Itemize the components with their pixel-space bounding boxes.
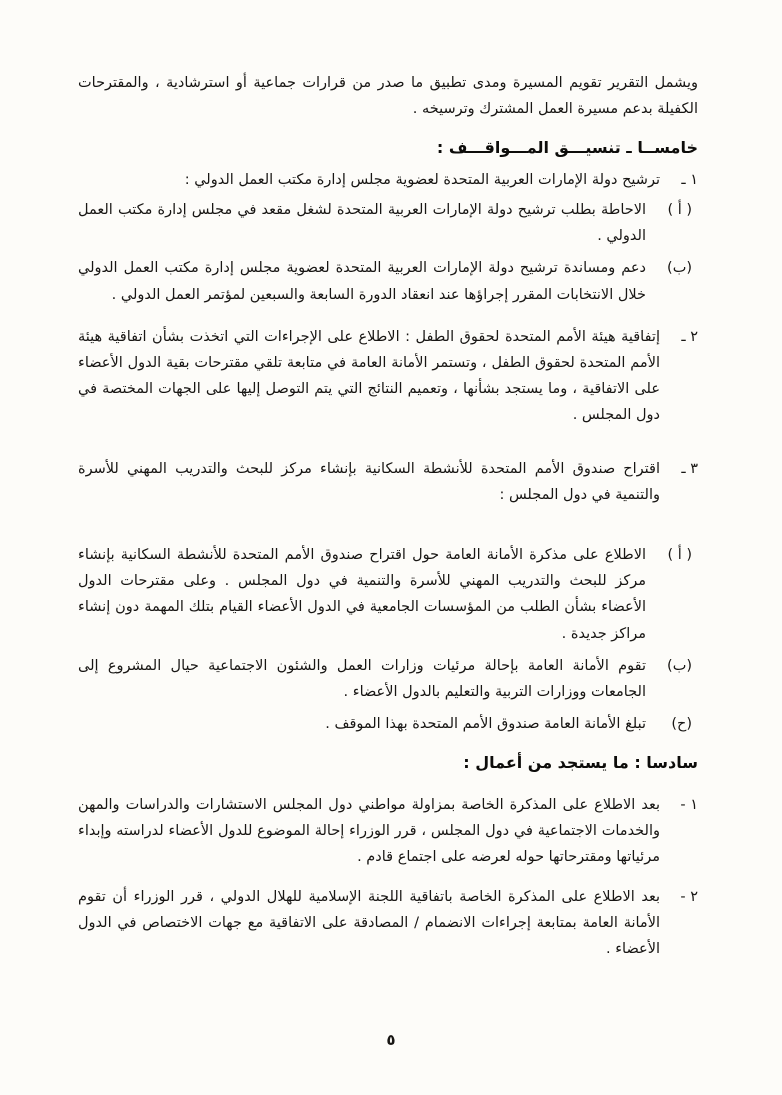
sub-item-marker: ( أ ) bbox=[667, 547, 692, 564]
spacer bbox=[78, 782, 698, 792]
sub-item-marker: ( أ ) bbox=[667, 202, 692, 219]
item-text: بعد الاطلاع على المذكرة الخاصة باتفاقية اللجنة الإسلامية للهلال الدولي ، قرر الوزراء أن تقوم الأمانة العامة بمتابعة إجراءات الانضمام / المصادقة على الاتفاقية مع جهات الاختصاص في الدول الأعضاء . bbox=[78, 889, 660, 958]
intro-paragraph: ويشمل التقرير تقويم المسيرة ومدى تطبيق ما صدر من قرارات جماعية أو استرشادية ، والمقترحات الكفيلة بدعم مسيرة العمل المشترك وترسيخه . bbox=[78, 75, 698, 118]
section-five-item-1-sub-a bbox=[78, 197, 692, 249]
sub-item-text: الاحاطة بطلب ترشيح دولة الإمارات العربية المتحدة لشغل مقعد في مجلس إدارة مكتب العمل الدولي . bbox=[78, 202, 646, 245]
sub-item-marker: (ب) bbox=[667, 657, 692, 674]
section-five-item-3 bbox=[78, 456, 698, 508]
item-number: ١ ـ bbox=[681, 172, 698, 189]
item-number: ٢ - bbox=[680, 889, 698, 906]
sub-item-text: الاطلاع على مذكرة الأمانة العامة حول اقتراح صندوق الأمم المتحدة للأنشطة السكانية بإنشاء مركز للبحث والتدريب المهني للأسرة والتنمية في دول المجلس . وعلى مقترحات الدول الأعضاء بشأن الطلب من المؤسسات الجامعية في الدول الأعضاء القيام بتلك المهمة دون إنشاء مراكز جديدة . bbox=[78, 547, 646, 642]
sub-item-text: تقوم الأمانة العامة بإحالة مرئيات وزارات العمل والشئون الاجتماعية حيال المشروع إلى الجامعات ووزارات التربية والتعليم بالدول الأعضاء . bbox=[78, 657, 646, 700]
section-five-item-3-sub-b bbox=[78, 653, 692, 705]
section-six-heading: سادسا : ما يستجد من أعمال : bbox=[463, 752, 698, 772]
sub-item-marker: (ب) bbox=[667, 260, 692, 277]
spacer bbox=[78, 432, 698, 456]
section-six-item-2 bbox=[78, 884, 698, 962]
section-six-item-1 bbox=[78, 792, 698, 870]
item-text: بعد الاطلاع على المذكرة الخاصة بمزاولة مواطني دول المجلس الاستشارات والدراسات والمهن والخدمات الاجتماعية في دول المجلس ، قرر الوزراء إحالة الموضوع للدول الأعضاء لدراسته وإبداء مرئياتها ومقترحاتها حوله لعرضه على اجتماع قادم . bbox=[78, 796, 660, 866]
spacer bbox=[78, 512, 698, 540]
spacer bbox=[78, 314, 698, 324]
item-text: إتفاقية هيئة الأمم المتحدة لحقوق الطفل : الاطلاع على الإجراءات التي اتخذت بشأن اتفاقية هيئة الأمم المتحدة لحقوق الطفل ، وتستمر الأمانة العامة في متابعة تلقي مقترحات بقية الدول الأعضاء على الاتفاقية ، وما يستجد بشأنها ، وتعميم النتائج التي يتم التوصل إليها على الجهات المختصة في دول المجلس . bbox=[78, 328, 660, 423]
item-number: ٣ ـ bbox=[681, 461, 698, 478]
sub-item-marker: (ح) bbox=[671, 715, 692, 732]
item-number: ١ - bbox=[680, 796, 698, 813]
section-five-item-2 bbox=[78, 324, 698, 428]
section-five-item-1 bbox=[78, 167, 698, 193]
sub-item-text: تبلغ الأمانة العامة صندوق الأمم المتحدة بهذا الموقف . bbox=[325, 715, 646, 732]
page-number: ٥ bbox=[386, 1031, 396, 1049]
item-number: ٢ ـ bbox=[681, 328, 698, 345]
item-text: اقتراح صندوق الأمم المتحدة للأنشطة السكانية بإنشاء مركز للبحث والتدريب المهني للأسرة والتنمية في دول المجلس : bbox=[78, 461, 660, 504]
spacer bbox=[78, 874, 698, 884]
section-five-item-3-sub-a bbox=[78, 542, 692, 646]
section-five-item-1-sub-b bbox=[78, 255, 692, 307]
item-text: ترشيح دولة الإمارات العربية المتحدة لعضوية مجلس إدارة مكتب العمل الدولي : bbox=[184, 172, 660, 189]
section-five-heading: خامســا ـ تنسيـــق المـــواقـــف : bbox=[436, 138, 698, 158]
section-five-item-3-sub-c bbox=[78, 711, 692, 737]
sub-item-text: دعم ومساندة ترشيح دولة الإمارات العربية المتحدة لعضوية مجلس إدارة مكتب العمل الدولي خلال الانتخابات المقرر إجراؤها عند انعقاد الدورة السابعة والسبعين لمؤتمر العمل الدولي . bbox=[78, 260, 646, 303]
